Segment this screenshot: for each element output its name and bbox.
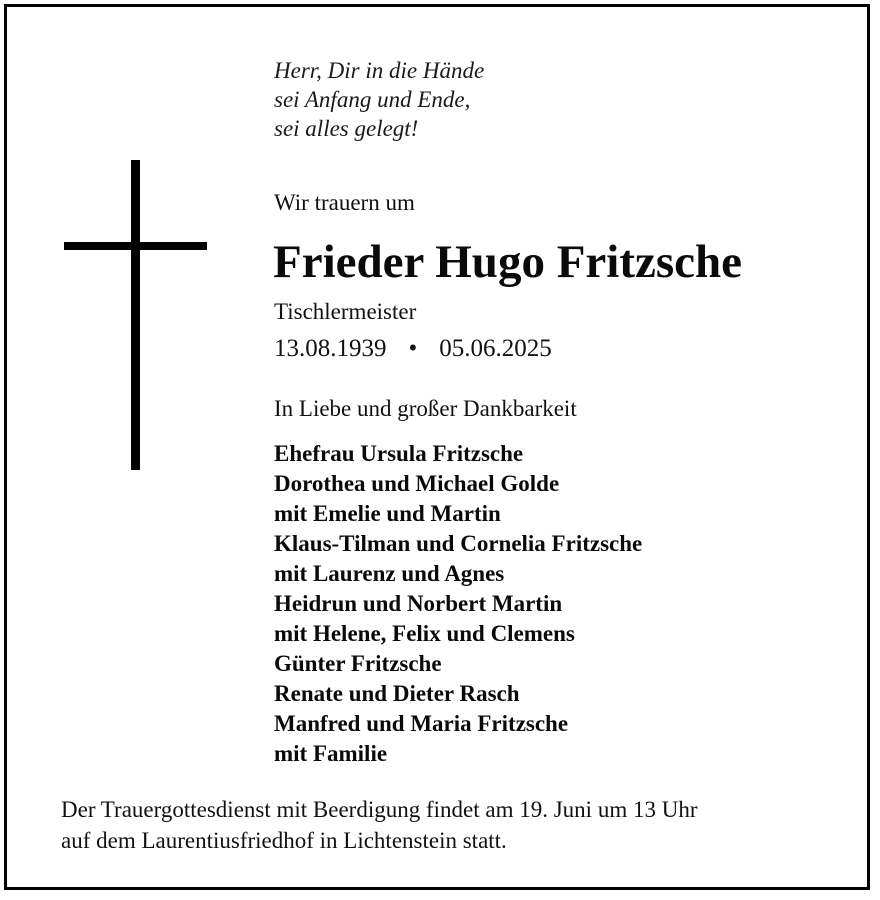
cross-horizontal-bar [64, 242, 207, 250]
deceased-name: Frieder Hugo Fritzsche [273, 236, 742, 288]
verse-line: sei alles gelegt! [274, 116, 419, 141]
gratitude-line: In Liebe und großer Dankbarkeit [274, 396, 577, 421]
mourner-line: Renate und Dieter Rasch [274, 681, 520, 706]
mourner-line: mit Helene, Felix und Clemens [274, 621, 575, 646]
service-line: auf dem Laurentiusfriedhof in Lichtenstein statt. [61, 828, 507, 853]
birth-date: 13.08.1939 [274, 335, 387, 362]
mourning-intro: Wir trauern um [274, 190, 415, 215]
mourner-line: Ehefrau Ursula Fritzsche [274, 441, 524, 466]
mourner-line: Dorothea und Michael Golde [274, 471, 560, 496]
mourners-list [274, 439, 642, 769]
death-date: 05.06.2025 [439, 335, 552, 362]
verse-line: sei Anfang und Ende, [274, 87, 471, 112]
mourner-line: Heidrun und Norbert Martin [274, 591, 563, 616]
mourner-line: Klaus-Tilman und Cornelia Fritzsche [274, 531, 643, 556]
mourner-line: mit Emelie und Martin [274, 501, 501, 526]
life-dates [274, 333, 552, 365]
mourner-line: Günter Fritzsche [274, 651, 442, 676]
cross-vertical-bar [131, 160, 140, 470]
date-separator: • [408, 335, 418, 362]
mourner-line: mit Familie [274, 741, 388, 766]
mourner-line: Manfred und Maria Fritzsche [274, 711, 569, 736]
mourner-line: mit Laurenz und Agnes [274, 561, 505, 586]
verse-line: Herr, Dir in die Hände [274, 58, 485, 83]
bible-verse [274, 56, 484, 143]
deceased-profession: Tischlermeister [274, 299, 417, 324]
service-line: Der Trauergottesdienst mit Beerdigung findet am 19. Juni um 13 Uhr [61, 797, 698, 822]
funeral-service-info [61, 794, 697, 856]
